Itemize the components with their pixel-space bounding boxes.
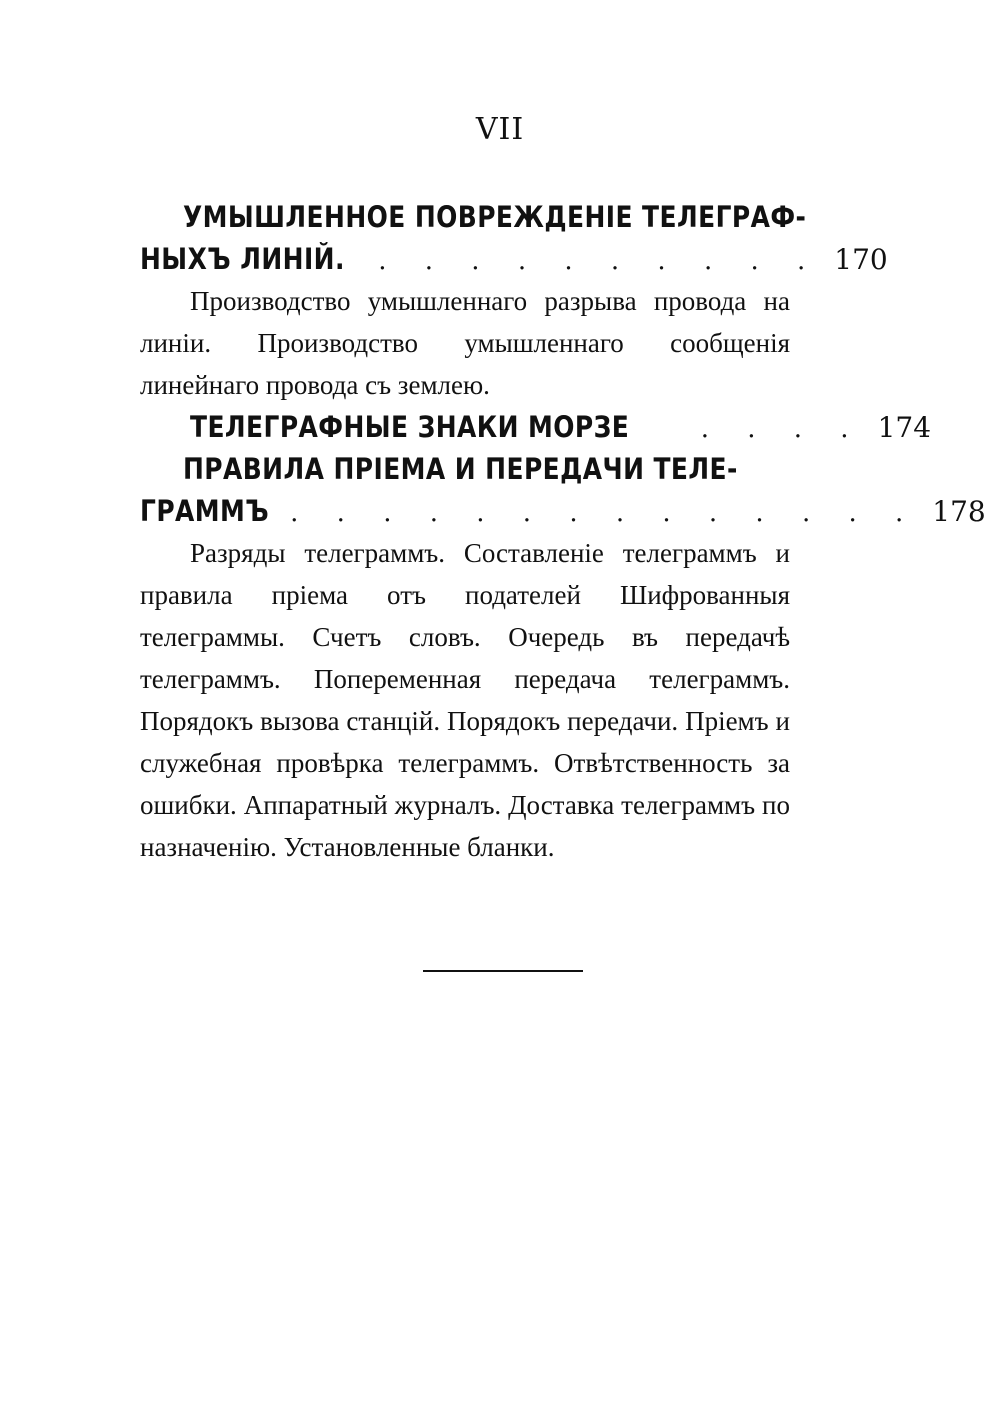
toc-entry-1-heading-line-2 (140, 238, 888, 280)
toc-entry-2-heading-text: ТЕЛЕГРАФНЫЕ ЗНАКИ МОРЗЕ (190, 410, 630, 444)
toc-entry-1-description-text: Производство умышленнаго разрыва провода на линіи. Производство умышленнаго сообщенія линейнаго провода съ землею. (140, 286, 790, 400)
dot-leader: . . . . (700, 414, 864, 444)
toc-entry-2-heading-line (140, 406, 932, 448)
toc-entry-3-page: 178 (932, 495, 986, 528)
toc-entry-1-heading-text: НЫХЪ ЛИНІЙ. (140, 242, 345, 276)
toc-entry-3-heading-text: ГРАММЪ (140, 494, 270, 528)
toc-entry-3-description-text: Разряды телеграммъ. Составленіе телеграммъ и правила пріема отъ подателей Шифрованныя телеграммы. Счетъ словъ. Очередь въ передачѣ телеграммъ. Попеременная передача телеграммъ. Порядокъ вызова станцій. Порядокъ передачи. Пріемъ и служебная провѣрка телеграммъ. Отвѣтственность за ошибки. Аппаратный журналъ. Доставка телеграммъ по назначенію. Установленные бланки. (140, 538, 790, 862)
toc-entry-3-heading-line-1: ПРАВИЛА ПРІЕМА И ПЕРЕДАЧИ ТЕЛЕ- (183, 452, 738, 486)
page-number: VII (475, 112, 525, 147)
toc-entry-1-description (140, 280, 790, 406)
dot-leader: . . . . . . . . . . (378, 246, 821, 276)
table-of-contents (140, 196, 986, 868)
section-divider (423, 970, 583, 972)
toc-entry-1-page: 170 (834, 243, 888, 276)
toc-entry-3-description (140, 532, 790, 868)
dot-leader: . . . . . . . . . . . . . . (290, 498, 919, 528)
toc-entry-1-heading-line-1: УМЫШЛЕННОЕ ПОВРЕЖДЕНІЕ ТЕЛЕГРАФ- (183, 200, 807, 234)
toc-entry-3-heading-line-2 (140, 490, 986, 532)
toc-entry-2-page: 174 (877, 411, 932, 444)
